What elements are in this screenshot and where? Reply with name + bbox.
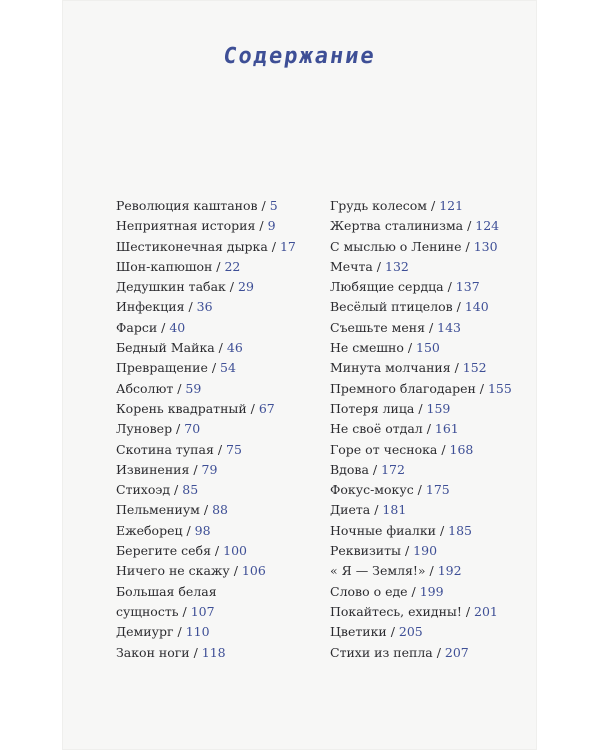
toc-entry-page: 201 (474, 603, 498, 619)
toc-entry-page: 140 (464, 299, 489, 315)
toc-entry[interactable] (330, 196, 512, 216)
toc-entry-title: Слово о еде / (330, 583, 420, 599)
toc-entry[interactable] (116, 521, 296, 541)
toc-entry-title: Фокус-мокус / (330, 482, 426, 498)
toc-entry-page: 100 (223, 543, 247, 559)
toc-entry-title: Корень квадратный / (116, 400, 259, 416)
toc-entry[interactable] (330, 277, 512, 297)
toc-entry-page: 121 (439, 198, 464, 213)
toc-entry[interactable] (116, 460, 296, 480)
toc-entry-title: Луновер / (116, 421, 185, 437)
toc-entry[interactable] (116, 257, 296, 277)
toc-entry-page: 9 (267, 218, 276, 234)
toc-entry-page: 36 (196, 299, 213, 315)
toc-entry-page: 143 (437, 319, 461, 335)
toc-entry-page: 54 (220, 360, 236, 376)
toc-column-right (330, 196, 512, 663)
toc-entry[interactable] (330, 622, 512, 642)
toc-entry[interactable] (330, 541, 512, 561)
toc-entry[interactable] (116, 297, 296, 317)
toc-entry[interactable] (116, 622, 296, 642)
toc-entry-page: 172 (381, 461, 405, 477)
toc-entry-page: 168 (449, 441, 474, 457)
toc-entry[interactable] (330, 561, 512, 581)
toc-entry[interactable] (330, 237, 512, 257)
toc-entry-title: Демиург / (116, 624, 186, 640)
toc-entry[interactable] (116, 216, 296, 236)
toc-entry-page: 29 (238, 279, 254, 295)
toc-entry-title: Неприятная история / (116, 218, 268, 234)
toc-entry-title: С мыслью о Ленине / (330, 238, 474, 254)
toc-entry-page: 199 (419, 583, 444, 599)
toc-entry-page: 79 (201, 461, 218, 477)
page-title: Содержание (221, 44, 378, 69)
toc-entry-page: 152 (462, 360, 487, 376)
toc-entry-title: Минута молчания / (330, 360, 463, 376)
toc-entry-title: Цветики / (330, 624, 399, 640)
toc-entry-title: Покайтесь, ехидны! / (330, 603, 475, 619)
toc-entry-page: 59 (185, 380, 202, 396)
toc-entry-title: Извинения / (116, 461, 202, 477)
toc-entry-page: 85 (182, 482, 199, 498)
toc-entry[interactable] (330, 440, 512, 460)
toc-entry-title: Ночные фиалки / (330, 522, 449, 538)
toc-entry-title: Скотина тупая / (116, 441, 227, 457)
toc-entry-title: Премного благодарен / (330, 380, 488, 396)
toc-entry[interactable] (330, 338, 512, 358)
toc-entry-page: 17 (279, 238, 296, 254)
toc-entry-title: Не смешно / (330, 340, 417, 356)
toc-entry-title: Берегите себя / (116, 543, 224, 559)
toc-entry-title: Превращение / (116, 360, 221, 376)
toc-entry-title: Фарси / (116, 319, 170, 335)
toc-entry-title: Революция каштанов / (116, 198, 270, 213)
toc-entry-page: 70 (184, 421, 201, 437)
toc-entry[interactable] (116, 561, 296, 581)
toc-entry[interactable] (330, 500, 512, 520)
toc-entry[interactable] (330, 582, 512, 602)
toc-entry[interactable] (330, 297, 512, 317)
toc-entry[interactable] (330, 358, 512, 378)
toc-entry[interactable] (116, 643, 296, 663)
toc-entry-title: Ничего не скажу / (116, 563, 242, 579)
toc-entry-title: Жертва сталинизма / (330, 218, 476, 234)
toc-entry-page: 46 (226, 340, 243, 356)
toc-entry-title: Любящие сердца / (330, 279, 456, 295)
toc-entry[interactable] (116, 480, 296, 500)
toc-entry-page: 107 (190, 603, 215, 619)
toc-entry-title: Вдова / (330, 461, 382, 477)
toc-entry[interactable] (116, 237, 296, 257)
toc-entry-page: 132 (385, 258, 409, 274)
toc-entry-page: 175 (425, 482, 450, 498)
toc-entry-page: 40 (169, 319, 186, 335)
toc-column-left (116, 196, 296, 663)
toc-entry-title: Потеря лица / (330, 400, 427, 416)
toc-entry[interactable] (116, 500, 296, 520)
toc-entry-page: 106 (241, 563, 266, 579)
toc-entry-title: Реквизиты / (330, 543, 414, 559)
toc-entry[interactable] (330, 216, 512, 236)
toc-entry-page: 181 (382, 502, 407, 518)
toc-entry[interactable] (330, 643, 512, 663)
toc-entry-page: 192 (437, 563, 462, 579)
toc-entry[interactable] (116, 379, 296, 399)
toc-entry-page: 207 (444, 644, 469, 660)
toc-entry-page: 98 (194, 522, 211, 538)
toc-entry[interactable] (330, 480, 512, 500)
toc-entry-title: Дедушкин табак / (116, 279, 238, 295)
toc-entry-title: Ежеборец / (116, 522, 195, 538)
toc-entry[interactable] (116, 399, 296, 419)
toc-entry-title: Съешьте меня / (330, 319, 438, 335)
toc-entry[interactable] (116, 358, 296, 378)
toc-entry-page: 205 (398, 624, 423, 640)
toc-entry[interactable] (116, 541, 296, 561)
toc-entry-page: 150 (416, 340, 440, 356)
toc-entry[interactable] (116, 338, 296, 358)
toc-entry-page: 137 (455, 279, 480, 295)
toc-entry[interactable] (330, 379, 512, 399)
toc-entry[interactable] (330, 460, 512, 480)
toc-entry[interactable] (116, 440, 296, 460)
toc-entry-title: Не своё отдал / (330, 421, 435, 437)
toc-entry[interactable] (330, 318, 512, 338)
toc-entry-page: 190 (413, 543, 438, 559)
toc-entry[interactable] (330, 521, 512, 541)
toc-entry-page: 110 (185, 624, 210, 640)
toc-entry-title: Большая белая (116, 583, 217, 599)
toc-entry[interactable] (116, 196, 296, 216)
toc-entry[interactable] (116, 419, 296, 439)
toc-entry[interactable] (116, 582, 296, 602)
toc-entry[interactable] (116, 318, 296, 338)
toc-entry-title: сущность / (116, 603, 191, 619)
toc-entry-page: 118 (201, 644, 226, 660)
toc-entry-title: Грудь колесом / (330, 198, 440, 213)
toc-entry-title: Инфекция / (116, 299, 197, 315)
toc-entry-title: Весёлый птицелов / (330, 299, 465, 315)
toc-entry-page: 88 (212, 502, 228, 518)
toc-entry-title: Горе от чеснока / (330, 441, 450, 457)
toc-entry-title: Бедный Майка / (116, 340, 227, 356)
toc-entry-page: 22 (224, 258, 241, 274)
toc-entry[interactable] (116, 277, 296, 297)
toc-entry-title: Шон-капюшон / (116, 258, 225, 274)
toc-entry-page: 130 (473, 238, 498, 254)
toc-entry[interactable] (116, 602, 296, 622)
toc-entry[interactable] (330, 419, 512, 439)
toc-entry-title: Мечта / (330, 258, 385, 274)
toc-entry-title: Пельмениум / (116, 502, 213, 518)
toc-entry[interactable] (330, 257, 512, 277)
toc-entry-page: 155 (487, 380, 512, 396)
toc-entry-title: Закон ноги / (116, 644, 202, 660)
toc-entry-title: « Я — Земля!» / (330, 563, 438, 579)
toc-entry-page: 124 (475, 218, 500, 234)
toc-entry-page: 5 (269, 198, 278, 213)
toc-entry-title: Стихи из пепла / (330, 644, 445, 660)
toc-entry-title: Диета / (330, 502, 383, 518)
toc-entry-page: 161 (434, 421, 459, 437)
toc-entry-title: Абсолют / (116, 380, 186, 396)
toc-entry-page: 75 (226, 441, 242, 457)
toc-entry-title: Шестиконечная дырка / (116, 238, 280, 254)
toc-entry[interactable] (330, 602, 512, 622)
toc-entry-page: 185 (448, 522, 473, 538)
toc-entry-page: 67 (258, 400, 275, 416)
toc-entry[interactable] (330, 399, 512, 419)
toc-entry-page: 159 (426, 400, 451, 416)
toc-entry-title: Стихоэд / (116, 482, 183, 498)
